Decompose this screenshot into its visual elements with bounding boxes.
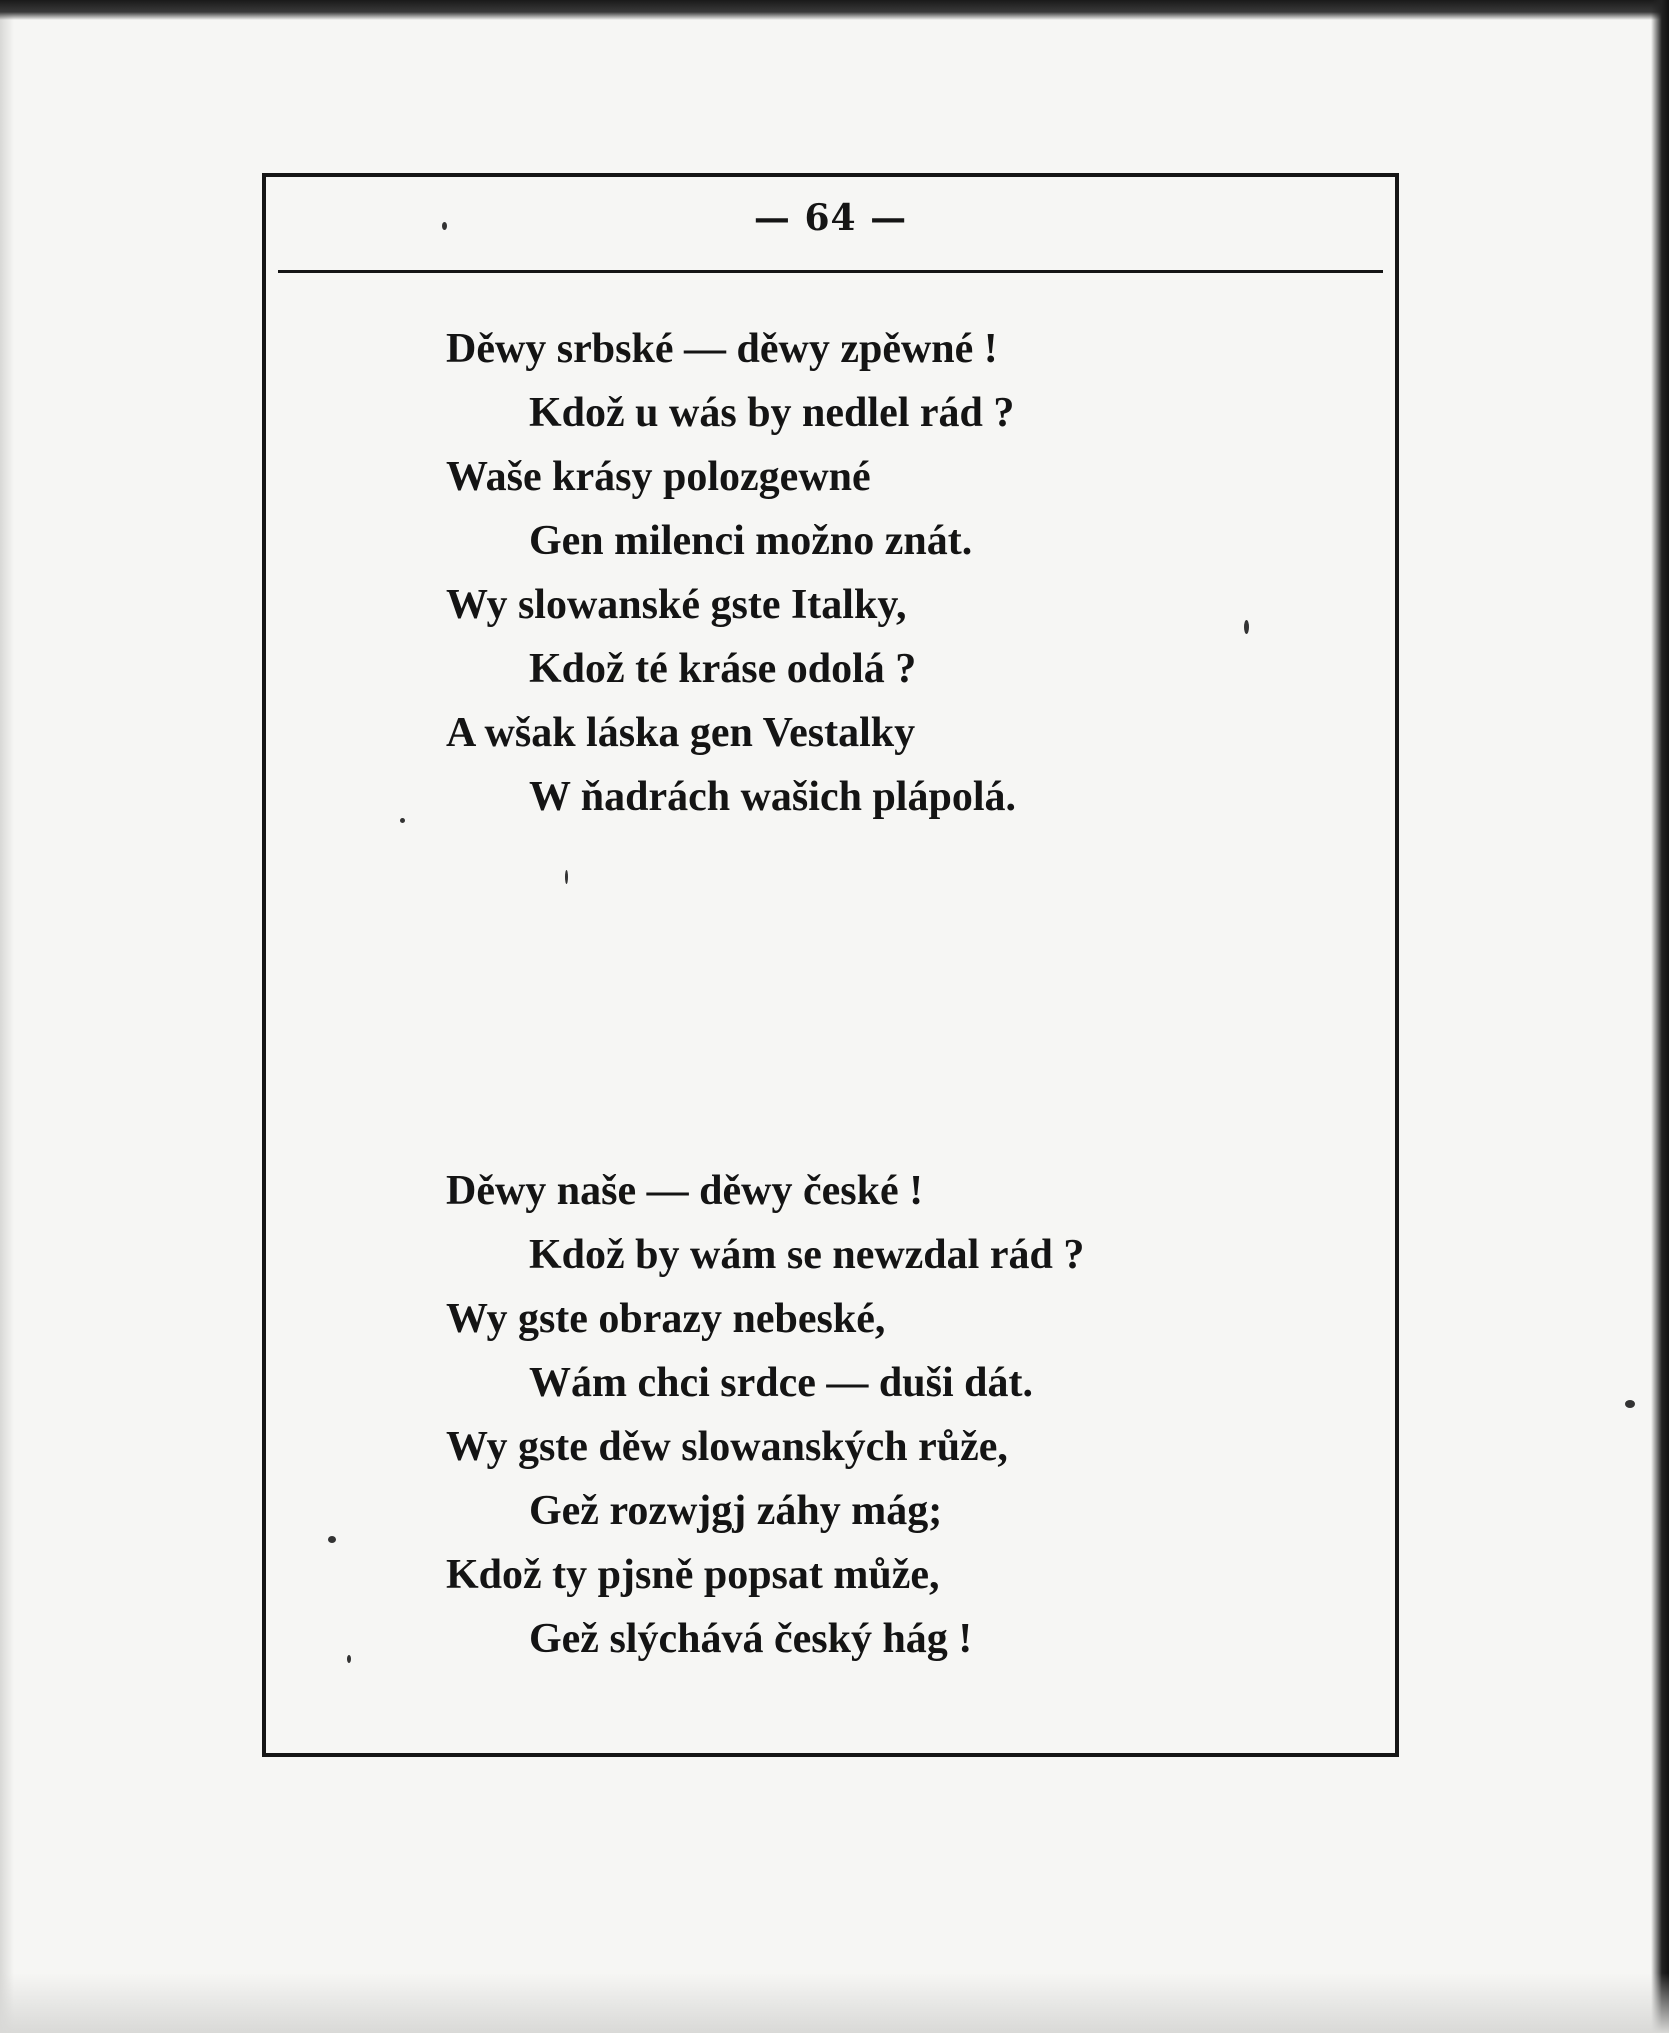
page-right-edge — [1651, 0, 1669, 2033]
page-border-frame — [262, 173, 1399, 1757]
verse-line: Kdož ty pjsně popsat může, — [446, 1552, 940, 1598]
verse-line: Wám chci srdce — duši dát. — [529, 1360, 1033, 1406]
verse-line: Kdož té kráse odolá ? — [529, 646, 917, 692]
verse-line: W ňadrách wašich plápolá. — [529, 774, 1016, 820]
verse-line: Gež slýchává český hág ! — [529, 1616, 973, 1662]
verse-line: Wy slowanské gste Italky, — [446, 582, 907, 628]
verse-line: Kdož u wás by nedlel rád ? — [529, 390, 1015, 436]
page-bottom-shadow — [0, 1973, 1669, 2033]
verse-line: A wšak láska gen Vestalky — [446, 710, 916, 756]
verse-line: Gež rozwjgj záhy mág; — [529, 1488, 943, 1534]
print-speck — [1625, 1400, 1635, 1408]
verse-line: Děwy naše — děwy české ! — [446, 1168, 924, 1214]
verse-line: Kdož by wám se newzdal rád ? — [529, 1232, 1085, 1278]
header-rule — [278, 270, 1383, 273]
verse-line: Wy gste obrazy nebeské, — [446, 1296, 886, 1342]
page-top-edge — [0, 0, 1669, 20]
stanza-2 — [446, 1159, 1084, 1671]
page-left-shadow — [0, 0, 14, 2033]
stanza-1 — [446, 317, 1016, 829]
page-number: — 64 — — [753, 197, 908, 239]
verse-line: Děwy srbské — děwy zpěwné ! — [446, 326, 998, 372]
verse-line: Gen milenci možno znát. — [529, 518, 973, 564]
verse-line: Wy gste děw slowanských růže, — [446, 1424, 1008, 1470]
verse-line: Waše krásy polozgewné — [446, 454, 871, 500]
